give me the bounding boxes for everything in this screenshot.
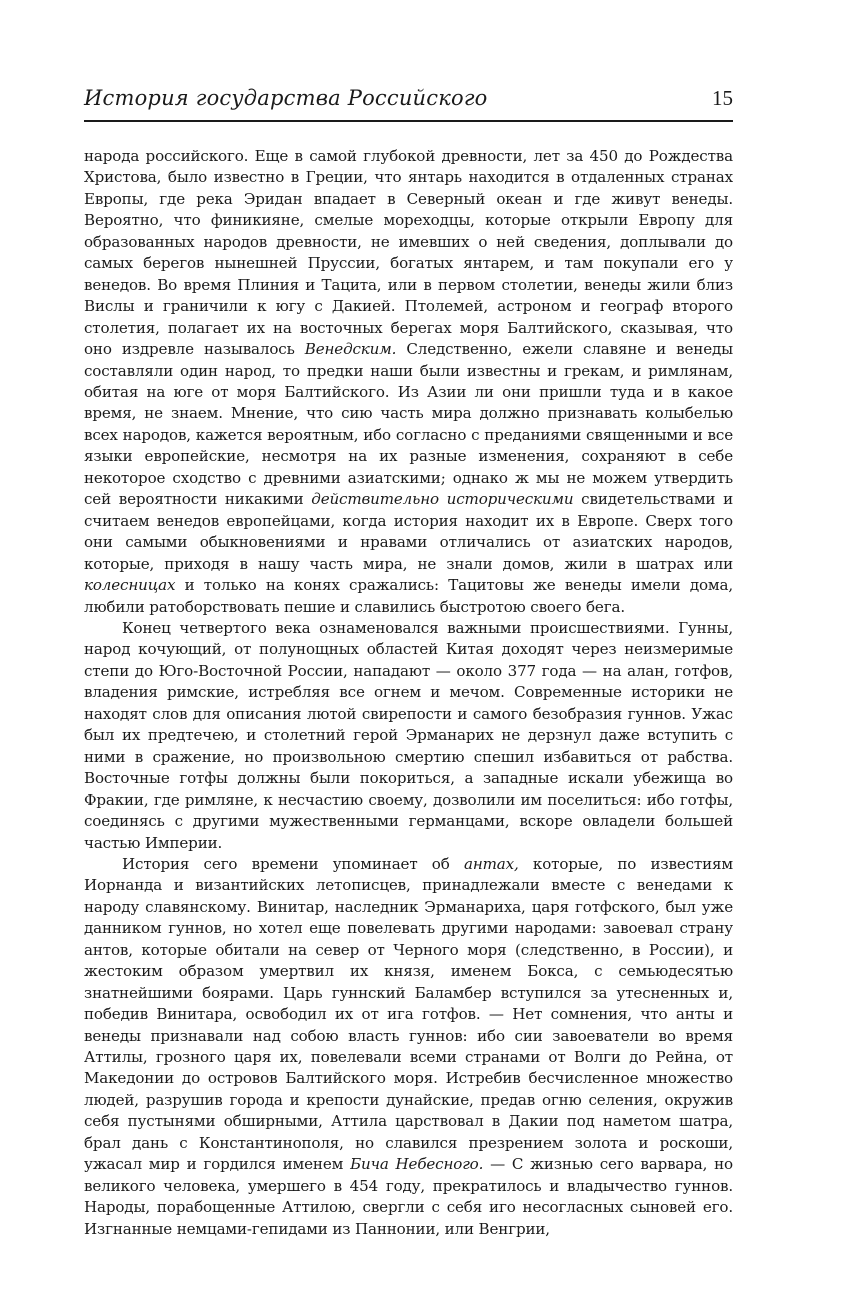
text-segment: История сего времени упоминает об: [122, 854, 464, 873]
italic-segment: антах,: [463, 854, 519, 873]
italic-segment: колесницах: [84, 576, 176, 595]
italic-segment: действительно историческими: [311, 490, 574, 509]
text-segment: Конец четвертого века ознаменовался важными происшествиями. Гунны, народ кочующий, от полунощных областей Китая доходят через неизмеримые степи до Юго-Восточной России, нападают — около 377 года — на алан, готфов, владения римские, истребляя все огнем и мечом. Современные историки не находят слов для описания лютой свирепости и самого безобразия гуннов. Ужас был их предтечею, и столетний герой Эрманарих не дерзнул даже вступить с ними в сражение, но произвольною смертию спешил избавиться от рабства. Восточные готфы должны были покориться, а западные искали убежища во Фракии, где римляне, к несчастию своему, дозволили им поселиться: ибо готфы, соединясь с другими мужественными германцами, вскоре овладели большей частью Империи.: [84, 618, 733, 852]
text-segment: и только на конях сражались: Тацитовы же венеды имели дома, любили ратоборствовать пешие и славились быстротою своего бега.: [84, 576, 733, 616]
page-number: 15: [712, 86, 733, 110]
paragraph-3: [84, 854, 733, 1240]
text-segment: которые, по известиям Иорнанда и византийских летописцев, принадлежали вместе с венедами к народу славянскому. Винитар, наследник Эрманариха, царя готфского, был уже данником гуннов, но хотел еще повелевать другими народами: завоевал страну антов, которые обитали на север от Черного моря (следственно, в России), и жестоким образом умертвил их князя, именем Бокса, с семьюдесятью знатнейшими боярами. Царь гуннский Баламбер вступился за утесненных и, победив Винитара, освободил их от ига готфов. — Нет сомнения, что анты и венеды признавали над собою власть гуннов: ибо сии завоеватели во время Аттилы, грозного царя их, повелевали всеми странами от Волги до Рейна, от Македонии до островов Балтийского моря. Истребив бесчисленное множество людей, разрушив города и крепости дунайские, предав огню селения, окружив себя пустынями обширными, Аттила царствовал в Дакии под наметом шатра, брал дань с Константинополя, но славился презрением золота и роскоши, ужасал мир и гордился именем: [84, 854, 733, 1174]
italic-segment: Венедским.: [304, 340, 397, 359]
text-segment: свидетельствами и считаем венедов европейцами, когда история находит их в Европе. Сверх того они самыми обыкновениями и нравами отличались от азиатских народов, которые, приходя в нашу часть мира, не знали домов, жили в шатрах или: [84, 490, 733, 573]
paragraph-2: [84, 618, 733, 854]
page-header: [84, 82, 733, 122]
text-segment: Следственно, ежели славяне и венеды составляли один народ, то предки наши были известны и грекам, и римлянам, обитая на юге от моря Балтийского. Из Азии ли они пришли туда и в какое время, не знаем. Мнение, что сию часть мира должно признавать колыбелью всех народов, кажется вероятным, ибо согласно с преданиями священными и все языки европейские, несмотря на их разные изменения, сохраняют в себе некоторое сходство с древними азиатскими; однако ж мы не можем утвердить сей вероятности никакими: [84, 340, 734, 509]
paragraph-1: [84, 146, 733, 618]
body-text: [84, 146, 733, 1240]
running-title: История государства Российского: [84, 86, 488, 110]
text-segment: — С жизнью сего варвара, но великого человека, умершего в 454 году, прекратилось и владычество гуннов. Народы, порабощенные Аттилою, свергли с себя иго несогласных сыновей его. Изгнанные немцами-гепидами из Паннонии, или Венгрии,: [84, 1155, 733, 1238]
text-segment: народа российского. Еще в самой глубокой древности, лет за 450 до Рождества Христова, было известно в Греции, что янтарь находится в отдаленных странах Европы, где река Эридан впадает в Северный океан и где живут венеды. Вероятно, что финикияне, смелые мореходцы, которые открыли Европу для образованных народов древности, не имевших о ней сведения, доплывали до самых берегов нынешней Пруссии, богатых янтарем, и там покупали его у венедов. Во время Плиния и Тацита, или в первом столетии, венеды жили близ Вислы и граничили к югу с Дакией. Птолемей, астроном и географ второго столетия, полагает их на восточных берегах моря Балтийского, сказывая, что оно издревле называлось: [84, 147, 733, 359]
italic-segment: Бича Небесного.: [350, 1155, 484, 1174]
